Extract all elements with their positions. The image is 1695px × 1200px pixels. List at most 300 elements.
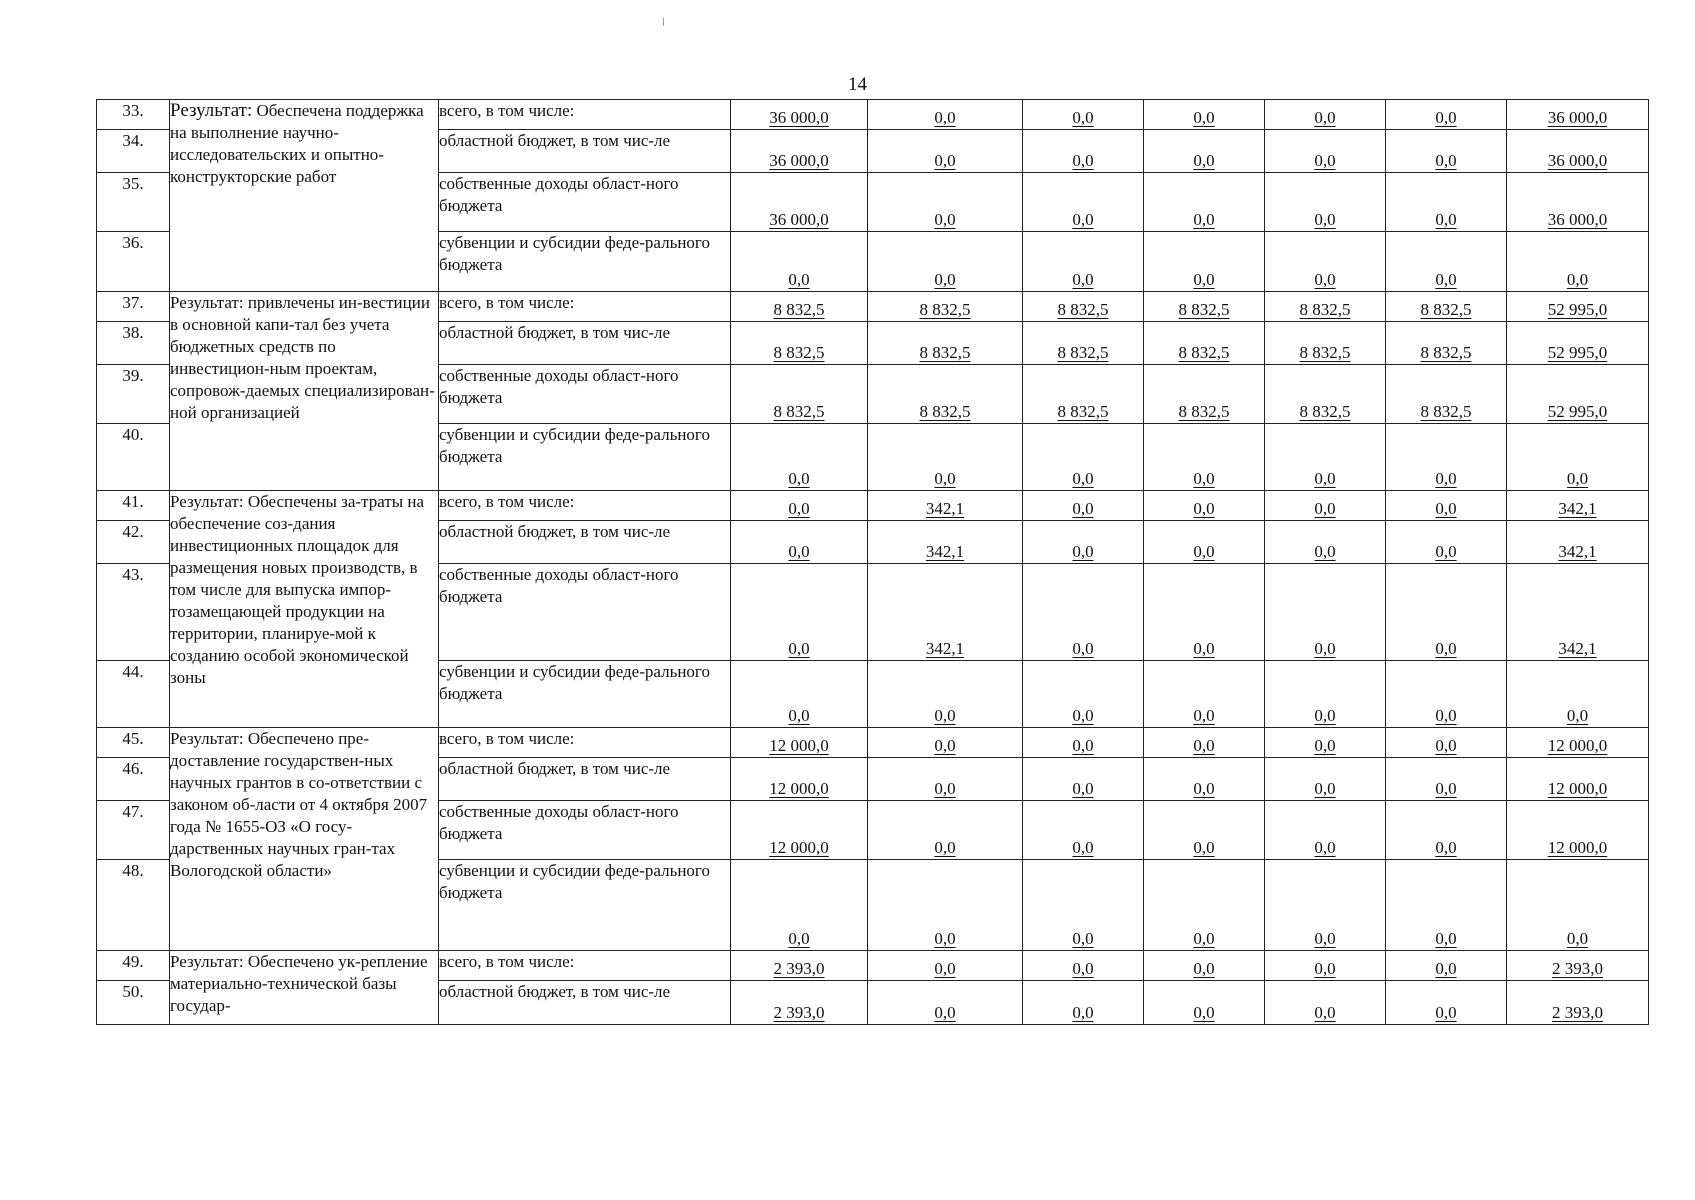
total-value-cell — [1507, 860, 1649, 951]
amount-value: 8 832,5 — [773, 402, 825, 421]
year-value-cell — [868, 491, 1023, 521]
total-value-cell — [1507, 173, 1649, 232]
amount-value: 36 000,0 — [1547, 210, 1608, 229]
row-number: 40. — [97, 424, 170, 491]
funding-source: областной бюджет, в том чис-ле — [439, 758, 731, 801]
result-description: Результат: Обеспечены за-траты на обеспечение соз-дания инвестиционных площадок для размещения новых производств, в том числе для выпуска импор-тозамещающей продукции на территории, планируе-мой к созданию особой экономической зоны — [170, 491, 439, 728]
funding-source: областной бюджет, в том чис-ле — [439, 322, 731, 365]
amount-value: 8 832,5 — [1178, 402, 1230, 421]
amount-value: 8 832,5 — [1057, 402, 1109, 421]
row-number: 46. — [97, 758, 170, 801]
amount-value: 0,0 — [1314, 469, 1336, 488]
year-value-cell — [1265, 322, 1386, 365]
year-value-cell — [1386, 491, 1507, 521]
year-value-cell — [1265, 758, 1386, 801]
amount-value: 342,1 — [925, 542, 965, 561]
amount-value: 0,0 — [788, 706, 810, 725]
amount-value: 342,1 — [1558, 639, 1597, 658]
year-value-cell — [1265, 365, 1386, 424]
total-value-cell — [1507, 491, 1649, 521]
amount-value: 0,0 — [1072, 838, 1094, 857]
year-value-cell — [868, 292, 1023, 322]
result-description: Результат: привлечены ин-вестиции в основной капи-тал без учета бюджетных средств по инвестицион-ным проектам, сопровож-даемых специализирован-ной организацией — [170, 292, 439, 491]
year-value-cell — [1386, 292, 1507, 322]
amount-value: 12 000,0 — [1547, 838, 1608, 857]
amount-value: 2 393,0 — [773, 1003, 825, 1022]
funding-source: всего, в том числе: — [439, 100, 731, 130]
amount-value: 0,0 — [1193, 1003, 1215, 1022]
amount-value: 52 995,0 — [1547, 300, 1608, 319]
amount-value: 0,0 — [1072, 270, 1094, 289]
year-value-cell — [1265, 801, 1386, 860]
row-number: 42. — [97, 521, 170, 564]
year-value-cell — [1023, 130, 1144, 173]
amount-value: 0,0 — [1566, 270, 1589, 289]
result-description: Результат: Обеспечена поддержка на выполнение научно-исследовательских и опытно-конструкторские работ — [170, 100, 439, 292]
year-value-cell — [1386, 758, 1507, 801]
amount-value: 0,0 — [1072, 151, 1094, 170]
year-value-cell — [1265, 860, 1386, 951]
year-value-cell — [731, 801, 868, 860]
amount-value: 0,0 — [934, 706, 956, 725]
year-value-cell — [868, 322, 1023, 365]
amount-value: 0,0 — [1435, 779, 1457, 798]
amount-value: 12 000,0 — [1547, 779, 1608, 798]
year-value-cell — [1144, 130, 1265, 173]
amount-value: 0,0 — [934, 779, 956, 798]
amount-value: 8 832,5 — [1420, 402, 1472, 421]
year-value-cell — [731, 424, 868, 491]
year-value-cell — [1023, 860, 1144, 951]
year-value-cell — [1386, 232, 1507, 292]
year-value-cell — [1386, 860, 1507, 951]
total-value-cell — [1507, 232, 1649, 292]
year-value-cell — [868, 365, 1023, 424]
year-value-cell — [1144, 981, 1265, 1025]
table-row — [97, 292, 1649, 322]
year-value-cell — [1386, 424, 1507, 491]
funding-source: собственные доходы област-ного бюджета — [439, 801, 731, 860]
year-value-cell — [1023, 322, 1144, 365]
year-value-cell — [731, 130, 868, 173]
year-value-cell — [1023, 951, 1144, 981]
year-value-cell — [1144, 424, 1265, 491]
year-value-cell — [868, 564, 1023, 661]
funding-source: субвенции и субсидии феде-рального бюджета — [439, 661, 731, 728]
amount-value: 8 832,5 — [1299, 300, 1351, 319]
year-value-cell — [1386, 951, 1507, 981]
amount-value: 0,0 — [1435, 1003, 1457, 1022]
row-number: 35. — [97, 173, 170, 232]
amount-value: 12 000,0 — [1547, 736, 1608, 755]
year-value-cell — [1023, 100, 1144, 130]
row-number: 45. — [97, 728, 170, 758]
amount-value: 36 000,0 — [769, 108, 829, 127]
amount-value: 0,0 — [1072, 706, 1094, 725]
amount-value: 0,0 — [1314, 108, 1336, 127]
funding-source: всего, в том числе: — [439, 728, 731, 758]
row-number: 33. — [97, 100, 170, 130]
year-value-cell — [1144, 728, 1265, 758]
amount-value: 36 000,0 — [769, 151, 829, 170]
amount-value: 0,0 — [1314, 542, 1336, 561]
amount-value: 0,0 — [1566, 706, 1589, 725]
year-value-cell — [1386, 521, 1507, 564]
year-value-cell — [1386, 130, 1507, 173]
row-number: 34. — [97, 130, 170, 173]
funding-source: всего, в том числе: — [439, 491, 731, 521]
amount-value: 0,0 — [1314, 151, 1336, 170]
amount-value: 0,0 — [1072, 779, 1094, 798]
amount-value: 0,0 — [1314, 1003, 1336, 1022]
total-value-cell — [1507, 100, 1649, 130]
amount-value: 0,0 — [1072, 542, 1094, 561]
row-number: 41. — [97, 491, 170, 521]
amount-value: 0,0 — [1314, 210, 1336, 229]
amount-value: 8 832,5 — [1299, 343, 1351, 362]
amount-value: 2 393,0 — [1552, 959, 1603, 978]
year-value-cell — [731, 564, 868, 661]
amount-value: 0,0 — [788, 270, 810, 289]
year-value-cell — [868, 758, 1023, 801]
amount-value: 0,0 — [934, 469, 956, 488]
amount-value: 342,1 — [925, 639, 965, 658]
year-value-cell — [868, 424, 1023, 491]
year-value-cell — [1023, 173, 1144, 232]
amount-value: 0,0 — [934, 151, 956, 170]
year-value-cell — [1023, 728, 1144, 758]
amount-value: 0,0 — [1314, 779, 1336, 798]
funding-source: собственные доходы област-ного бюджета — [439, 173, 731, 232]
year-value-cell — [1386, 801, 1507, 860]
amount-value: 0,0 — [1314, 639, 1336, 658]
year-value-cell — [1144, 100, 1265, 130]
year-value-cell — [1144, 322, 1265, 365]
total-value-cell — [1507, 130, 1649, 173]
amount-value: 8 832,5 — [919, 402, 971, 421]
amount-value: 0,0 — [1193, 542, 1215, 561]
table-row — [97, 951, 1649, 981]
year-value-cell — [1386, 100, 1507, 130]
funding-source: субвенции и субсидии феде-рального бюджета — [439, 424, 731, 491]
year-value-cell — [1023, 292, 1144, 322]
amount-value: 8 832,5 — [1299, 402, 1351, 421]
year-value-cell — [1144, 801, 1265, 860]
year-value-cell — [1144, 491, 1265, 521]
year-value-cell — [1144, 758, 1265, 801]
year-value-cell — [731, 100, 868, 130]
year-value-cell — [868, 951, 1023, 981]
funding-source: собственные доходы област-ного бюджета — [439, 365, 731, 424]
row-number: 50. — [97, 981, 170, 1025]
funding-source: субвенции и субсидии феде-рального бюджета — [439, 232, 731, 292]
amount-value: 0,0 — [1193, 959, 1215, 978]
amount-value: 0,0 — [1193, 706, 1215, 725]
funding-source: всего, в том числе: — [439, 951, 731, 981]
amount-value: 0,0 — [1435, 639, 1457, 658]
amount-value: 8 832,5 — [1178, 343, 1230, 362]
amount-value: 0,0 — [1435, 469, 1457, 488]
amount-value: 0,0 — [934, 929, 956, 948]
amount-value: 8 832,5 — [773, 300, 825, 319]
amount-value: 0,0 — [1435, 929, 1457, 948]
total-value-cell — [1507, 981, 1649, 1025]
year-value-cell — [1265, 491, 1386, 521]
amount-value: 0,0 — [1435, 838, 1457, 857]
year-value-cell — [731, 365, 868, 424]
amount-value: 52 995,0 — [1547, 343, 1608, 362]
year-value-cell — [1023, 801, 1144, 860]
year-value-cell — [1386, 661, 1507, 728]
row-number: 38. — [97, 322, 170, 365]
total-value-cell — [1507, 322, 1649, 365]
year-value-cell — [1144, 860, 1265, 951]
amount-value: 8 832,5 — [1057, 300, 1109, 319]
year-value-cell — [1144, 173, 1265, 232]
total-value-cell — [1507, 521, 1649, 564]
row-number: 47. — [97, 801, 170, 860]
year-value-cell — [868, 661, 1023, 728]
year-value-cell — [1265, 728, 1386, 758]
row-number: 43. — [97, 564, 170, 661]
amount-value: 12 000,0 — [769, 838, 829, 857]
amount-value: 0,0 — [934, 210, 956, 229]
amount-value: 0,0 — [1314, 959, 1336, 978]
amount-value: 0,0 — [788, 929, 810, 948]
year-value-cell — [1265, 424, 1386, 491]
year-value-cell — [1023, 491, 1144, 521]
year-value-cell — [731, 981, 868, 1025]
year-value-cell — [1386, 564, 1507, 661]
amount-value: 8 832,5 — [773, 343, 825, 362]
year-value-cell — [1023, 981, 1144, 1025]
amount-value: 0,0 — [1314, 838, 1336, 857]
year-value-cell — [1023, 521, 1144, 564]
funding-source: всего, в том числе: — [439, 292, 731, 322]
funding-source: областной бюджет, в том чис-ле — [439, 981, 731, 1025]
year-value-cell — [1144, 292, 1265, 322]
total-value-cell — [1507, 424, 1649, 491]
amount-value: 0,0 — [1193, 779, 1215, 798]
amount-value: 0,0 — [788, 639, 810, 658]
amount-value: 52 995,0 — [1547, 402, 1608, 421]
amount-value: 0,0 — [1072, 929, 1094, 948]
year-value-cell — [1265, 130, 1386, 173]
year-value-cell — [1265, 981, 1386, 1025]
amount-value: 0,0 — [1193, 639, 1215, 658]
amount-value: 0,0 — [1072, 108, 1094, 127]
amount-value: 0,0 — [1072, 736, 1094, 755]
amount-value: 0,0 — [1314, 270, 1336, 289]
result-description: Результат: Обеспечено пре-доставление государствен-ных научных грантов в со-ответствии с законом об-ласти от 4 октября 2007 года № 1655-ОЗ «О госу-дарственных научных гран-тах Вологодской области» — [170, 728, 439, 951]
amount-value: 8 832,5 — [1057, 343, 1109, 362]
year-value-cell — [1265, 661, 1386, 728]
amount-value: 0,0 — [1072, 1003, 1094, 1022]
year-value-cell — [731, 173, 868, 232]
amount-value: 36 000,0 — [1547, 108, 1608, 127]
table-row — [97, 491, 1649, 521]
year-value-cell — [1386, 365, 1507, 424]
amount-value: 0,0 — [788, 499, 810, 518]
amount-value: 0,0 — [788, 542, 810, 561]
budget-table — [96, 99, 1649, 1025]
amount-value: 342,1 — [1558, 499, 1597, 518]
amount-value: 8 832,5 — [1420, 343, 1472, 362]
year-value-cell — [1265, 951, 1386, 981]
year-value-cell — [1265, 173, 1386, 232]
amount-value: 0,0 — [934, 1003, 956, 1022]
year-value-cell — [1023, 564, 1144, 661]
amount-value: 8 832,5 — [1178, 300, 1230, 319]
amount-value: 0,0 — [1435, 151, 1457, 170]
amount-value: 0,0 — [1193, 270, 1215, 289]
amount-value: 342,1 — [1558, 542, 1597, 561]
total-value-cell — [1507, 951, 1649, 981]
amount-value: 0,0 — [1193, 469, 1215, 488]
table-row — [97, 728, 1649, 758]
table-row — [97, 100, 1649, 130]
year-value-cell — [868, 130, 1023, 173]
amount-value: 36 000,0 — [769, 210, 829, 229]
amount-value: 0,0 — [1193, 151, 1215, 170]
year-value-cell — [1386, 728, 1507, 758]
amount-value: 0,0 — [934, 270, 956, 289]
amount-value: 342,1 — [925, 499, 965, 518]
amount-value: 0,0 — [1072, 499, 1094, 518]
amount-value: 0,0 — [1072, 959, 1094, 978]
amount-value: 0,0 — [1435, 736, 1457, 755]
year-value-cell — [868, 232, 1023, 292]
amount-value: 0,0 — [1435, 210, 1457, 229]
year-value-cell — [1023, 232, 1144, 292]
funding-source: областной бюджет, в том чис-ле — [439, 521, 731, 564]
amount-value: 0,0 — [1193, 838, 1215, 857]
total-value-cell — [1507, 661, 1649, 728]
amount-value: 0,0 — [1193, 108, 1215, 127]
amount-value: 0,0 — [1566, 469, 1589, 488]
year-value-cell — [1265, 521, 1386, 564]
year-value-cell — [731, 860, 868, 951]
amount-value: 0,0 — [1435, 959, 1457, 978]
amount-value: 8 832,5 — [1420, 300, 1472, 319]
year-value-cell — [1265, 564, 1386, 661]
year-value-cell — [1265, 100, 1386, 130]
year-value-cell — [731, 951, 868, 981]
year-value-cell — [868, 801, 1023, 860]
amount-value: 2 393,0 — [1552, 1003, 1603, 1022]
amount-value: 0,0 — [1193, 929, 1215, 948]
funding-source: областной бюджет, в том чис-ле — [439, 130, 731, 173]
row-number: 44. — [97, 661, 170, 728]
year-value-cell — [1023, 758, 1144, 801]
amount-value: 0,0 — [1193, 736, 1215, 755]
row-number: 48. — [97, 860, 170, 951]
funding-source: собственные доходы област-ного бюджета — [439, 564, 731, 661]
amount-value: 0,0 — [1566, 929, 1589, 948]
total-value-cell — [1507, 564, 1649, 661]
year-value-cell — [868, 173, 1023, 232]
total-value-cell — [1507, 728, 1649, 758]
year-value-cell — [868, 981, 1023, 1025]
year-value-cell — [731, 521, 868, 564]
amount-value: 36 000,0 — [1547, 151, 1608, 170]
amount-value: 0,0 — [1072, 210, 1094, 229]
amount-value: 0,0 — [934, 108, 956, 127]
amount-value: 0,0 — [1314, 499, 1336, 518]
year-value-cell — [1144, 951, 1265, 981]
year-value-cell — [1023, 661, 1144, 728]
year-value-cell — [731, 491, 868, 521]
amount-value: 0,0 — [934, 959, 956, 978]
year-value-cell — [1144, 564, 1265, 661]
amount-value: 2 393,0 — [773, 959, 825, 978]
amount-value: 0,0 — [1435, 499, 1457, 518]
amount-value: 0,0 — [1435, 108, 1457, 127]
year-value-cell — [1144, 661, 1265, 728]
year-value-cell — [868, 521, 1023, 564]
row-number: 49. — [97, 951, 170, 981]
total-value-cell — [1507, 758, 1649, 801]
year-value-cell — [1023, 424, 1144, 491]
amount-value: 8 832,5 — [919, 343, 971, 362]
year-value-cell — [1386, 322, 1507, 365]
year-value-cell — [731, 758, 868, 801]
amount-value: 0,0 — [934, 736, 956, 755]
amount-value: 0,0 — [1314, 706, 1336, 725]
year-value-cell — [868, 860, 1023, 951]
funding-source: субвенции и субсидии феде-рального бюджета — [439, 860, 731, 951]
amount-value: 0,0 — [1072, 469, 1094, 488]
total-value-cell — [1507, 292, 1649, 322]
year-value-cell — [731, 232, 868, 292]
amount-value: 0,0 — [1072, 639, 1094, 658]
year-value-cell — [868, 728, 1023, 758]
year-value-cell — [1144, 365, 1265, 424]
amount-value: 0,0 — [1435, 706, 1457, 725]
year-value-cell — [868, 100, 1023, 130]
amount-value: 0,0 — [1435, 270, 1457, 289]
amount-value: 0,0 — [1314, 736, 1336, 755]
total-value-cell — [1507, 801, 1649, 860]
year-value-cell — [731, 728, 868, 758]
total-value-cell — [1507, 365, 1649, 424]
year-value-cell — [1144, 521, 1265, 564]
amount-value: 12 000,0 — [769, 736, 829, 755]
amount-value: 0,0 — [788, 469, 810, 488]
row-number: 39. — [97, 365, 170, 424]
result-description: Результат: Обеспечено ук-репление материально-технической базы государ- — [170, 951, 439, 1025]
year-value-cell — [1265, 232, 1386, 292]
amount-value: 0,0 — [1193, 499, 1215, 518]
year-value-cell — [731, 322, 868, 365]
table-body — [97, 100, 1649, 1025]
amount-value: 0,0 — [1314, 929, 1336, 948]
amount-value: 0,0 — [934, 838, 956, 857]
result-lead-word: Результат: — [170, 100, 253, 121]
row-number: 36. — [97, 232, 170, 292]
year-value-cell — [731, 661, 868, 728]
year-value-cell — [1386, 173, 1507, 232]
year-value-cell — [1144, 232, 1265, 292]
amount-value: 12 000,0 — [769, 779, 829, 798]
amount-value: 0,0 — [1435, 542, 1457, 561]
scan-mark — [663, 18, 664, 26]
year-value-cell — [731, 292, 868, 322]
amount-value: 0,0 — [1193, 210, 1215, 229]
year-value-cell — [1023, 365, 1144, 424]
row-number: 37. — [97, 292, 170, 322]
amount-value: 8 832,5 — [919, 300, 971, 319]
